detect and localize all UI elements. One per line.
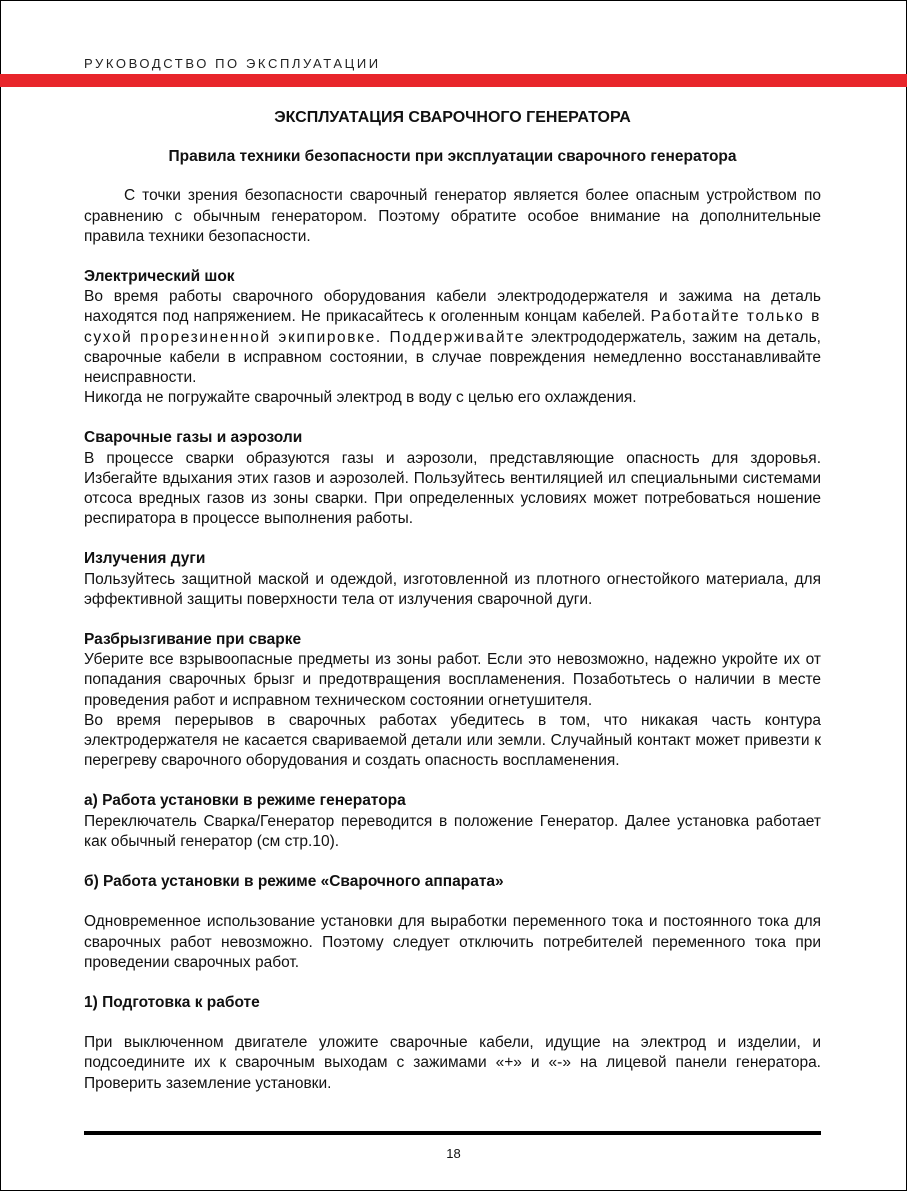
page-content — [84, 108, 821, 1094]
section-heading-preparation: 1) Подготовка к работе — [84, 993, 260, 1011]
paragraph: Уберите все взрывоопасные предметы из зоны работ. Если это невозможно, надежно укройте их от попадания сварочных брызг и предотвращения воспламенения. Позаботьтесь о наличии в месте проведения работ и исправном техническом состоянии огнетушителя. — [84, 651, 821, 709]
paragraph: В процессе сварки образуются газы и аэрозоли, представляющие опасность для здоровья. Избегайте вдыхания этих газов и аэрозолей. Пользуйтесь вентиляцией ил специальными системами отсоса вредных газов из зоны сварки. При определенных условиях может потребоваться ношение респиратора в процессе выполнения работы. — [84, 449, 821, 528]
paragraph: При выключенном двигателе уложите сварочные кабели, идущие на электрод и изделии, и подсоедините их к сварочным выходам с зажимами «+» и «-» на лицевой панели генератора. Проверить заземление установки. — [84, 1034, 821, 1092]
page-number: 18 — [446, 1146, 461, 1161]
paragraph: Пользуйтесь защитной маской и одеждой, изготовленной из плотного огнестойкого материала, для эффективной защиты поверхности тела от излучения сварочной дуги. — [84, 570, 821, 608]
paragraph: Переключатель Сварка/Генератор переводится в положение Генератор. Далее установка работает как обычный генератор (см стр.10). — [84, 812, 821, 850]
section-heading-generator-mode: а) Работа установки в режиме генератора — [84, 792, 406, 810]
paragraph-text: электрододержатель, зажим на деталь, сварочные кабели в исправном состоянии, в случае повреждения немедленно восстанавливайте неисправности. — [84, 328, 821, 387]
running-header: РУКОВОДСТВО ПО ЭКСПЛУАТАЦИИ — [84, 56, 381, 71]
paragraph: Во время перерывов в сварочных работах убедитесь в том, что никакая часть контура электродержателя не касается свариваемой детали или земли. Случайный контакт может привезти к перегреву сварочного оборудования и создать опасность воспламенения. — [84, 711, 821, 770]
section-heading-arc-radiation: Излучения дуги — [84, 550, 206, 568]
paragraph-text: Во время работы сварочного оборудования кабели электрододержателя и зажима на деталь находятся под напряжением. Не прикасайтесь к оголенным концам кабелей. — [84, 288, 821, 326]
paragraph: Никогда не погружайте сварочный электрод в воду с целью его охлаждения. — [84, 389, 637, 407]
page-subtitle: Правила техники безопасности при эксплуатации сварочного генератора — [168, 148, 737, 166]
paragraph-text-spaced: Работайте только в сухой прорезиненной экипировке. Поддерживайте — [84, 308, 822, 346]
section-heading-welder-mode: б) Работа установки в режиме «Сварочного аппарата» — [84, 873, 504, 891]
paragraph — [84, 287, 821, 388]
footer-rule — [84, 1131, 821, 1135]
section-heading-welding-gases: Сварочные газы и аэрозоли — [84, 429, 303, 447]
section-heading-spatter: Разбрызгивание при сварке — [84, 631, 302, 649]
intro-paragraph: С точки зрения безопасности сварочный генератор является более опасным устройством по сравнению с обычным генератором. Поэтому обратите особое внимание на дополнительные правила техники безопасности. — [84, 187, 821, 245]
paragraph: Одновременное использование установки для выработки переменного тока и постоянного тока для сварочных работ невозможно. Поэтому следует отключить потребителей переменного тока при проведении сварочных работ. — [84, 913, 821, 971]
section-heading-electric-shock: Электрический шок — [84, 268, 235, 286]
header-accent-band — [0, 74, 907, 87]
page-title: ЭКСПЛУАТАЦИЯ СВАРОЧНОГО ГЕНЕРАТОРА — [274, 109, 631, 126]
